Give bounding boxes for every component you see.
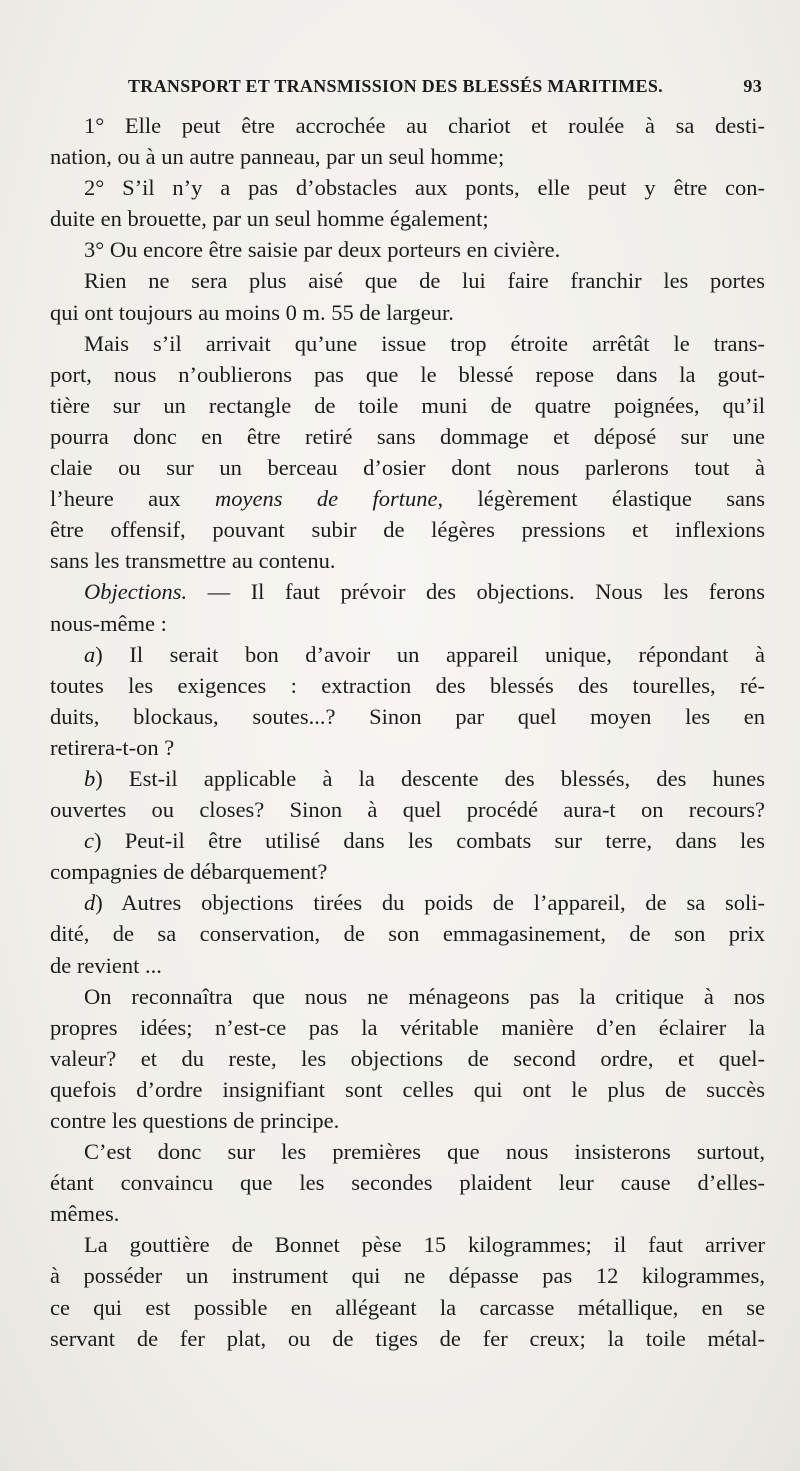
text-line: port, nous n’oublierons pas que le blessé repose dans la gout- [50,361,765,387]
text-line [50,825,765,856]
text-segment: — Il faut prévoir des objections. Nous les ferons [187,579,765,605]
section-heading: Objections. [84,579,188,605]
text-line: 2° S’il n’y a pas d’obstacles aux ponts, elle peut y être con- [84,175,765,201]
list-marker: d [84,890,96,916]
list-marker: c [84,828,94,854]
text-line: ouvertes ou closes? Sinon à quel procédé aura-t on recours? [50,797,765,823]
text-line [50,763,765,794]
running-title: TRANSPORT ET TRANSMISSION DES BLESSÉS MARITIMES. [128,76,663,96]
text-segment: ) Il serait bon d’avoir un appareil unique, répondant à [95,641,765,667]
text-line: valeur? et du reste, les objections de second ordre, et quel- [50,1045,765,1071]
text-segment: ) Autres objections tirées du poids de l’appareil, de sa soli- [95,890,765,916]
text-line: ce qui est possible en allégeant la carcasse métallique, en se [50,1294,765,1320]
text-line: On reconnaîtra que nous ne ménageons pas la critique à nos [84,983,765,1009]
list-marker: a [84,641,96,667]
text-line: mêmes. [50,1201,120,1227]
page-header [78,70,768,106]
text-line: Rien ne sera plus aisé que de lui faire franchir les portes [84,268,765,294]
text-line: qui ont toujours au moins 0 m. 55 de largeur. [50,299,454,325]
text-line: 1° Elle peut être accrochée au chariot et roulée à sa desti- [84,113,765,138]
text-line: être offensif, pouvant subir de légères pressions et inflexions [50,517,765,543]
list-marker: b [84,765,96,791]
text-line: sans les transmettre au contenu. [50,548,336,574]
text-line: duits, blockaus, soutes...? Sinon par quel moyen les en [50,703,765,729]
text-line: de revient ... [50,952,162,978]
text-line: dité, de sa conservation, de son emmagasinement, de son prix [50,921,765,947]
text-line: Mais s’il arrivait qu’une issue trop étroite arrêtât le trans- [84,330,765,356]
text-line [50,887,765,918]
page-number: 93 [743,76,762,96]
text-line: propres idées; n’est-ce pas la véritable manière d’en éclairer la [50,1014,765,1040]
text-line: nous-même : [50,610,167,636]
body-text [50,110,765,1354]
text-line: retirera-t-on ? [50,734,175,760]
text-line: à posséder un instrument qui ne dépasse pas 12 kilogrammes, [50,1263,765,1289]
text-line [50,639,765,670]
text-line: pourra donc en être retiré sans dommage et déposé sur une [50,423,765,449]
text-segment: , légèrement élastique sans [437,486,765,512]
italic-phrase: moyens de fortune [215,486,438,512]
text-line: quefois d’ordre insignifiant sont celles qui ont le plus de succès [50,1076,765,1102]
text-line: duite en brouette, par un seul homme également; [50,206,489,232]
text-line: C’est donc sur les premières que nous insisterons surtout, [84,1139,765,1165]
text-line [50,576,765,607]
text-line: nation, ou à un autre panneau, par un seul homme; [50,144,505,170]
text-line [50,483,765,514]
text-segment: l’heure aux [50,486,215,512]
text-line: compagnies de débarquement? [50,859,328,885]
text-line: La gouttière de Bonnet pèse 15 kilogrammes; il faut arriver [84,1232,765,1258]
text-line: étant convaincu que les secondes plaident leur cause d’elles- [50,1170,765,1196]
text-line: 3° Ou encore être saisie par deux porteurs en civière. [84,237,561,263]
text-segment: ) Peut-il être utilisé dans les combats sur terre, dans les [94,828,765,854]
text-line: claie ou sur un berceau d’osier dont nous parlerons tout à [50,455,765,481]
text-line: contre les questions de principe. [50,1108,340,1133]
text-line: servant de fer plat, ou de tiges de fer creux; la toile métal- [50,1325,765,1351]
text-line: tière sur un rectangle de toile muni de quatre poignées, qu’il [50,392,765,418]
text-segment: ) Est-il applicable à la descente des blessés, des hunes [95,765,765,791]
text-line: toutes les exigences : extraction des blessés des tourelles, ré- [50,672,765,698]
